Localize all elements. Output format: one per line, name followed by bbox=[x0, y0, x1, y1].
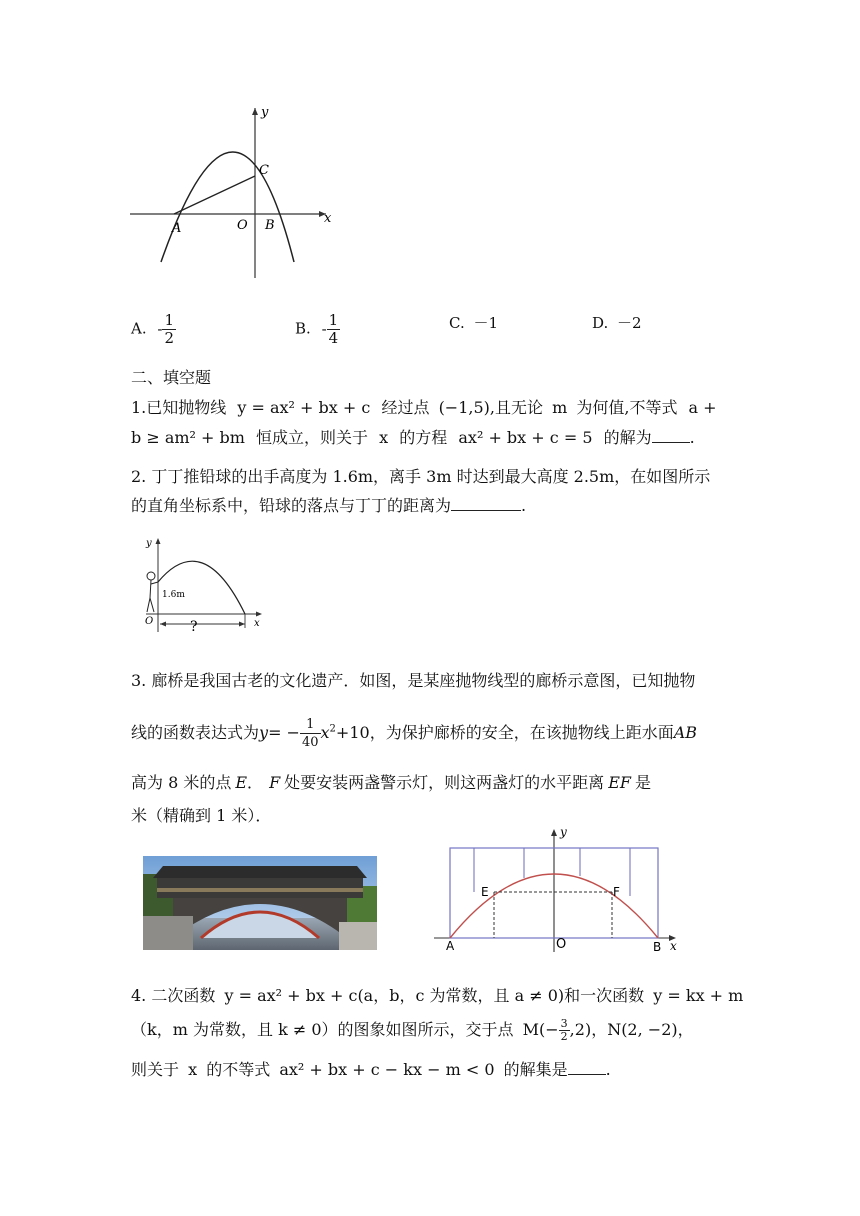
choice-b-num: 1 bbox=[328, 311, 339, 329]
q1-point: (−1,5) bbox=[438, 398, 490, 417]
q2-text: 的直角坐标系中，铅球的落点与丁丁的距离为 bbox=[131, 496, 452, 515]
q4-line1 bbox=[131, 985, 743, 1007]
choice-a-sign: - bbox=[157, 319, 163, 338]
q3-var-x: x bbox=[320, 723, 330, 742]
q4-var-x: x bbox=[188, 1060, 198, 1079]
q4-text-b: (a，b，c 为常数，且 bbox=[357, 986, 510, 1005]
q3-text-b: ，为保护廊桥的安全，在该抛物线上距水面 bbox=[369, 723, 674, 742]
q3-frac-den: 40 bbox=[301, 735, 319, 750]
q4-k-neq-0: k ≠ 0 bbox=[278, 1020, 322, 1039]
q4-point-n: ，N(2, −2)， bbox=[591, 1020, 694, 1039]
shotput-label-o: O bbox=[145, 616, 154, 627]
shotput-trajectory bbox=[158, 561, 245, 614]
distance-arrow-right bbox=[239, 622, 245, 627]
q1-text-f: 的方程 bbox=[399, 428, 448, 447]
q1-text-b: 经过点 bbox=[381, 398, 430, 417]
shotput-label-height: 1.6m bbox=[162, 590, 185, 600]
bridge-y-arrow bbox=[551, 829, 557, 836]
bridge-label-a: A bbox=[446, 939, 455, 953]
q3-fraction bbox=[300, 716, 321, 751]
q3-line3 bbox=[131, 772, 651, 794]
photo-wall-right bbox=[339, 922, 377, 950]
bridge-label-o: O bbox=[556, 937, 567, 952]
choice-c-letter: C. bbox=[449, 314, 465, 332]
choice-d-letter: D. bbox=[592, 314, 609, 332]
q1-var-m: m bbox=[552, 398, 568, 417]
bridge-photo bbox=[143, 856, 377, 950]
choice-a[interactable] bbox=[131, 312, 176, 347]
parabola-figure-1 bbox=[126, 102, 336, 282]
q2-line1: 2. 丁丁推铅球的出手高度为 1.6m，离手 3m 时达到最大高度 2.5m，在如图所示 bbox=[131, 467, 711, 486]
q4-frac-den: 2 bbox=[560, 1030, 568, 1043]
choice-d-value: －2 bbox=[617, 314, 642, 332]
q1-text-a: 1.已知抛物线 bbox=[131, 398, 227, 417]
q1-equation: y = ax² + bx + c bbox=[237, 398, 371, 417]
q4-point-m-close: ,2) bbox=[569, 1020, 592, 1039]
label-x: x bbox=[324, 211, 332, 226]
person-leg-1 bbox=[147, 598, 150, 612]
person-head bbox=[147, 572, 155, 580]
q3-eq-part1: = − bbox=[268, 723, 300, 742]
bridge-label-f: F bbox=[613, 885, 620, 899]
label-o: O bbox=[237, 218, 248, 233]
q1-text-g: 的解为 bbox=[603, 428, 652, 447]
q1-text-d: 为何值,不等式 bbox=[576, 398, 678, 417]
choice-a-den: 2 bbox=[164, 329, 175, 347]
person-body bbox=[150, 580, 151, 598]
q3-var-y: y bbox=[259, 723, 269, 742]
q4-text-c: )和一次函数 bbox=[557, 986, 645, 1005]
q4-text-f: 则关于 bbox=[131, 1060, 180, 1079]
q4-quadratic: y = ax² + bx + c bbox=[224, 986, 358, 1005]
q4-period: . bbox=[605, 1060, 611, 1079]
bridge-label-x: x bbox=[670, 939, 677, 953]
q3-line2 bbox=[131, 716, 697, 751]
q3-var-e: E bbox=[235, 773, 248, 792]
q4-fraction bbox=[559, 1018, 570, 1043]
q4-text-g: 的不等式 bbox=[206, 1060, 271, 1079]
q1-answer-blank[interactable] bbox=[652, 426, 690, 443]
q3-text-a: 线的函数表达式为 bbox=[131, 723, 260, 742]
choice-c[interactable] bbox=[449, 312, 498, 334]
shotput-label-y: y bbox=[146, 538, 152, 549]
q1-period: . bbox=[689, 428, 695, 447]
shotput-label-question: ? bbox=[190, 619, 198, 635]
person-arm bbox=[151, 582, 158, 584]
choice-b-letter: B. bbox=[295, 319, 311, 338]
choice-a-fraction bbox=[162, 312, 176, 347]
photo-wall-left bbox=[143, 916, 193, 950]
q4-frac-num: 3 bbox=[560, 1017, 568, 1030]
q3-var-ef: EF bbox=[608, 773, 631, 792]
label-c: C bbox=[259, 163, 269, 178]
choice-c-value: －1 bbox=[473, 314, 499, 332]
q4-text-d: （k，m 为常数，且 bbox=[131, 1020, 273, 1039]
q4-text-a: 4. 二次函数 bbox=[131, 986, 216, 1005]
label-y: y bbox=[261, 105, 269, 120]
q1-tail: a + bbox=[688, 398, 717, 417]
choice-d[interactable] bbox=[592, 312, 642, 334]
q3-text-e: 处要安装两盏警示灯，则这两盏灯的水平距离 bbox=[284, 773, 605, 792]
q4-answer-blank[interactable] bbox=[568, 1058, 606, 1075]
q4-line2 bbox=[131, 1018, 694, 1043]
shotput-x-arrow bbox=[256, 612, 262, 617]
segment-ac bbox=[174, 176, 255, 214]
q3-text-d: ． bbox=[247, 773, 264, 792]
q4-inequality: ax² + bx + c − kx − m < 0 bbox=[279, 1060, 495, 1079]
q3-var-f: F bbox=[269, 773, 281, 792]
q4-point-m-open: (− bbox=[539, 1020, 559, 1039]
shotput-figure bbox=[128, 536, 268, 636]
choice-b-sign: - bbox=[321, 319, 327, 338]
choice-a-num: 1 bbox=[164, 311, 175, 329]
photo-gallery-band bbox=[157, 888, 363, 892]
q3-var-ab: AB bbox=[673, 723, 698, 742]
q3-text-c: 高为 8 米的点 bbox=[131, 773, 232, 792]
q1-inequality: b ≥ am² + bm bbox=[131, 428, 245, 447]
q3-text-f: 是 bbox=[634, 773, 651, 792]
q3-frac-num: 1 bbox=[300, 716, 321, 734]
q1-text-c: ,且无论 bbox=[489, 398, 543, 417]
q1-equation-2: ax² + bx + c = 5 bbox=[458, 428, 593, 447]
section-title: 二、填空题 bbox=[131, 368, 212, 387]
choice-b-den: 4 bbox=[328, 329, 339, 347]
q2-line2 bbox=[131, 494, 526, 517]
q3-line1: 3. 廊桥是我国古老的文化遗产．如图，是某座抛物线型的廊桥示意图，已知抛物 bbox=[131, 671, 696, 690]
choice-a-letter: A. bbox=[131, 319, 147, 338]
bridge-diagram bbox=[430, 826, 692, 956]
q4-a-neq-0: a ≠ 0 bbox=[514, 986, 558, 1005]
parabola-curve bbox=[161, 152, 294, 262]
q1-var-x: x bbox=[379, 428, 389, 447]
q1-line2 bbox=[131, 426, 695, 449]
y-axis-arrow bbox=[252, 108, 258, 115]
bridge-label-y: y bbox=[560, 826, 567, 839]
q1-text-e: 恒成立，则关于 bbox=[256, 428, 369, 447]
choice-b[interactable] bbox=[295, 312, 340, 347]
bridge-label-e: E bbox=[481, 885, 489, 899]
q4-linear: y = kx + m bbox=[653, 986, 744, 1005]
shotput-y-arrow bbox=[156, 538, 161, 544]
q4-point-m: M bbox=[522, 1020, 540, 1039]
person-leg-2 bbox=[150, 598, 154, 612]
q4-text-h: 的解集是 bbox=[503, 1060, 568, 1079]
photo-roof bbox=[153, 866, 367, 878]
bridge-label-b: B bbox=[653, 940, 662, 954]
q1-line1 bbox=[131, 397, 717, 419]
q2-answer-blank[interactable] bbox=[451, 494, 521, 511]
q3-exponent: 2 bbox=[329, 723, 336, 735]
label-b: B bbox=[265, 218, 275, 233]
distance-arrow-left bbox=[160, 622, 166, 627]
label-a: A bbox=[172, 221, 182, 236]
q3-line4: 米（精确到 1 米）． bbox=[131, 806, 272, 825]
q3-eq-part3: +10 bbox=[335, 723, 370, 742]
q4-text-e: ）的图象如图所示，交于点 bbox=[321, 1020, 514, 1039]
shotput-label-x: x bbox=[254, 618, 260, 629]
choice-b-fraction bbox=[327, 312, 341, 347]
q2-period: . bbox=[521, 496, 527, 515]
q4-line3 bbox=[131, 1058, 611, 1081]
